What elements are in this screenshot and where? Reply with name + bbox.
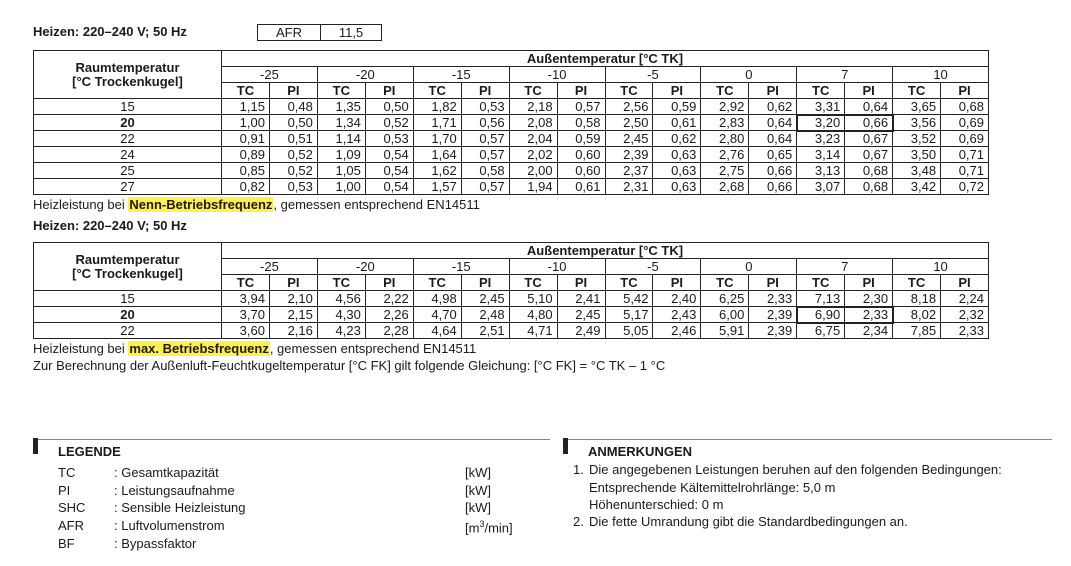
pi-value-cell: 0,59 bbox=[653, 99, 701, 115]
legend-desc: : Gesamtkapazität bbox=[114, 465, 219, 480]
pi-value-cell: 0,68 bbox=[941, 99, 989, 115]
tc-header: TC bbox=[701, 275, 749, 291]
tc-value-cell: 2,83 bbox=[701, 115, 749, 131]
tc-value-cell: 7,85 bbox=[893, 323, 941, 339]
legend-unit: [kW] bbox=[465, 500, 491, 516]
outdoor-temp-0: -25 bbox=[222, 259, 318, 275]
tc-header: TC bbox=[605, 275, 653, 291]
tc-value-cell: 1,15 bbox=[222, 99, 270, 115]
room-temp-cell: 22 bbox=[34, 323, 222, 339]
legend-unit-main: [m bbox=[465, 520, 480, 536]
tc-header: TC bbox=[317, 275, 365, 291]
capacity-table-max bbox=[33, 242, 989, 339]
tc-value-cell: 2,18 bbox=[509, 99, 557, 115]
tc-value-cell: 2,75 bbox=[701, 163, 749, 179]
tc-value-cell: 2,31 bbox=[605, 179, 653, 195]
note-2-number: 2. bbox=[573, 514, 584, 529]
pi-value-cell: 0,53 bbox=[365, 131, 413, 147]
pi-value-cell: 0,48 bbox=[269, 99, 317, 115]
outdoor-temp-4: -5 bbox=[605, 67, 701, 83]
pi-header: PI bbox=[461, 83, 509, 99]
table-row bbox=[34, 99, 989, 115]
legend-abbr: TC bbox=[58, 465, 76, 480]
pi-value-cell: 2,15 bbox=[269, 307, 317, 323]
legend-marker bbox=[33, 438, 38, 454]
pi-value-cell: 2,39 bbox=[749, 307, 797, 323]
pi-header: PI bbox=[845, 275, 893, 291]
note-1-line1: Die angegebenen Leistungen beruhen auf den folgenden Bedingungen: bbox=[589, 462, 1002, 477]
pi-value-cell: 2,51 bbox=[461, 323, 509, 339]
tc-value-cell: 2,39 bbox=[605, 147, 653, 163]
tc-value-cell: 0,85 bbox=[222, 163, 270, 179]
pi-value-cell: 0,57 bbox=[557, 99, 605, 115]
pi-value-cell: 0,58 bbox=[557, 115, 605, 131]
pi-value-cell: 2,28 bbox=[365, 323, 413, 339]
pi-header: PI bbox=[749, 83, 797, 99]
pi-value-cell: 2,46 bbox=[653, 323, 701, 339]
table-row bbox=[34, 307, 989, 323]
pi-value-cell: 0,71 bbox=[941, 147, 989, 163]
pi-value-cell: 0,57 bbox=[461, 147, 509, 163]
tc-header: TC bbox=[797, 275, 845, 291]
room-temp-cell: 22 bbox=[34, 131, 222, 147]
footnote-nominal bbox=[33, 197, 480, 212]
pi-value-cell: 0,56 bbox=[461, 115, 509, 131]
pi-header: PI bbox=[461, 275, 509, 291]
tc-value-cell: 8,18 bbox=[893, 291, 941, 307]
tc-value-cell: 3,60 bbox=[222, 323, 270, 339]
tc-header: TC bbox=[222, 83, 270, 99]
pi-value-cell: 0,64 bbox=[749, 131, 797, 147]
tc-value-cell: 7,13 bbox=[797, 291, 845, 307]
pi-header: PI bbox=[269, 83, 317, 99]
tc-value-cell: 4,71 bbox=[509, 323, 557, 339]
room-temp-cell: 27 bbox=[34, 179, 222, 195]
tc-value-cell: 1,62 bbox=[413, 163, 461, 179]
pi-value-cell: 0,52 bbox=[365, 115, 413, 131]
outdoor-temp-6: 7 bbox=[797, 259, 893, 275]
tc-value-cell: 8,02 bbox=[893, 307, 941, 323]
pi-value-cell: 2,16 bbox=[269, 323, 317, 339]
pi-header: PI bbox=[365, 83, 413, 99]
tc-value-cell: 1,00 bbox=[317, 179, 365, 195]
pi-value-cell: 0,54 bbox=[365, 179, 413, 195]
outdoor-temp-1: -20 bbox=[317, 67, 413, 83]
pi-value-cell: 2,32 bbox=[941, 307, 989, 323]
outdoor-temp-1: -20 bbox=[317, 259, 413, 275]
pi-header: PI bbox=[941, 275, 989, 291]
tc-value-cell: 4,98 bbox=[413, 291, 461, 307]
pi-value-cell: 2,43 bbox=[653, 307, 701, 323]
tc-value-cell: 1,14 bbox=[317, 131, 365, 147]
room-temp-cell: 25 bbox=[34, 163, 222, 179]
room-temp-cell: 24 bbox=[34, 147, 222, 163]
tc-value-cell: 2,56 bbox=[605, 99, 653, 115]
tc-value-cell: 2,80 bbox=[701, 131, 749, 147]
tc-value-cell: 2,02 bbox=[509, 147, 557, 163]
table-row bbox=[34, 323, 989, 339]
tc-value-cell: 3,07 bbox=[797, 179, 845, 195]
tc-value-cell: 1,71 bbox=[413, 115, 461, 131]
tc-header: TC bbox=[893, 83, 941, 99]
outdoor-temp-7: 10 bbox=[893, 67, 989, 83]
tc-value-cell: 6,75 bbox=[797, 323, 845, 339]
tc-header: TC bbox=[413, 275, 461, 291]
tc-header: TC bbox=[317, 83, 365, 99]
tc-header: TC bbox=[509, 275, 557, 291]
tc-value-cell: 6,00 bbox=[701, 307, 749, 323]
legend-abbr: BF bbox=[58, 535, 75, 551]
room-temp-cell: 20 bbox=[34, 115, 222, 131]
pi-value-cell: 0,57 bbox=[461, 131, 509, 147]
tc-value-cell: 3,48 bbox=[893, 163, 941, 179]
tc-value-cell: 5,05 bbox=[605, 323, 653, 339]
pi-value-cell: 2,22 bbox=[365, 291, 413, 307]
footnote-highlight: Nenn-Betriebsfrequenz bbox=[129, 197, 273, 212]
tc-value-cell: 4,70 bbox=[413, 307, 461, 323]
tc-value-cell: 3,31 bbox=[797, 99, 845, 115]
tc-header: TC bbox=[509, 83, 557, 99]
tc-value-cell: 1,94 bbox=[509, 179, 557, 195]
tc-value-cell: 1,09 bbox=[317, 147, 365, 163]
room-temp-header bbox=[34, 51, 222, 99]
pi-value-cell: 0,61 bbox=[653, 115, 701, 131]
note-1-line3: Höhenunterschied: 0 m bbox=[589, 497, 724, 512]
tc-value-cell: 1,34 bbox=[317, 115, 365, 131]
pi-value-cell: 0,64 bbox=[749, 115, 797, 131]
pi-header: PI bbox=[653, 83, 701, 99]
footnote-suffix: , gemessen entsprechend EN14511 bbox=[269, 341, 477, 356]
pi-value-cell: 2,48 bbox=[461, 307, 509, 323]
table-row bbox=[34, 179, 989, 195]
pi-value-cell: 0,63 bbox=[653, 163, 701, 179]
tc-header: TC bbox=[701, 83, 749, 99]
tc-value-cell: 6,90 bbox=[797, 307, 845, 323]
section1-title: Heizen: 220–240 V; 50 Hz bbox=[33, 24, 187, 39]
note-1-line2: Entsprechende Kältemittelrohrlänge: 5,0 m bbox=[589, 480, 836, 495]
tc-value-cell: 4,56 bbox=[317, 291, 365, 307]
pi-value-cell: 2,41 bbox=[557, 291, 605, 307]
pi-value-cell: 0,62 bbox=[653, 131, 701, 147]
tc-value-cell: 3,65 bbox=[893, 99, 941, 115]
tc-value-cell: 3,56 bbox=[893, 115, 941, 131]
tc-header: TC bbox=[797, 83, 845, 99]
legend-desc: : Sensible Heizleistung bbox=[114, 500, 246, 516]
afr-box bbox=[257, 24, 382, 41]
footnote-suffix: , gemessen entsprechend EN14511 bbox=[273, 197, 480, 212]
legend-abbr: PI bbox=[58, 482, 71, 498]
pi-value-cell: 0,53 bbox=[461, 99, 509, 115]
afr-label: AFR bbox=[258, 25, 321, 41]
pi-value-cell: 0,67 bbox=[845, 131, 893, 147]
tc-value-cell: 5,17 bbox=[605, 307, 653, 323]
tc-value-cell: 3,50 bbox=[893, 147, 941, 163]
pi-value-cell: 0,69 bbox=[941, 131, 989, 147]
legend-desc: : Luftvolumenstrom bbox=[114, 518, 225, 534]
pi-value-cell: 0,60 bbox=[557, 147, 605, 163]
pi-value-cell: 0,66 bbox=[749, 163, 797, 179]
pi-value-cell: 2,33 bbox=[941, 323, 989, 339]
legend-desc: : Bypassfaktor bbox=[114, 535, 197, 551]
tc-value-cell: 1,57 bbox=[413, 179, 461, 195]
pi-value-cell: 0,68 bbox=[845, 163, 893, 179]
tc-value-cell: 5,42 bbox=[605, 291, 653, 307]
pi-header: PI bbox=[365, 275, 413, 291]
pi-header: PI bbox=[653, 275, 701, 291]
pi-value-cell: 2,33 bbox=[845, 307, 893, 323]
legend-unit: [kW] bbox=[465, 465, 491, 480]
pi-value-cell: 0,66 bbox=[749, 179, 797, 195]
outdoor-temp-6: 7 bbox=[797, 67, 893, 83]
pi-header: PI bbox=[557, 275, 605, 291]
tc-value-cell: 1,05 bbox=[317, 163, 365, 179]
tc-value-cell: 3,20 bbox=[797, 115, 845, 131]
table-row bbox=[34, 131, 989, 147]
table-row bbox=[34, 147, 989, 163]
pi-value-cell: 0,69 bbox=[941, 115, 989, 131]
tc-value-cell: 1,35 bbox=[317, 99, 365, 115]
tc-value-cell: 4,64 bbox=[413, 323, 461, 339]
pi-header: PI bbox=[557, 83, 605, 99]
footnote-highlight: max. Betriebsfrequenz bbox=[129, 341, 269, 356]
pi-value-cell: 0,71 bbox=[941, 163, 989, 179]
tc-value-cell: 3,42 bbox=[893, 179, 941, 195]
pi-value-cell: 2,40 bbox=[653, 291, 701, 307]
pi-value-cell: 2,45 bbox=[461, 291, 509, 307]
pi-value-cell: 0,65 bbox=[749, 147, 797, 163]
pi-value-cell: 0,62 bbox=[749, 99, 797, 115]
legend-unit: [kW] bbox=[465, 482, 491, 498]
tc-value-cell: 4,30 bbox=[317, 307, 365, 323]
tc-value-cell: 4,23 bbox=[317, 323, 365, 339]
tc-value-cell: 3,13 bbox=[797, 163, 845, 179]
room-temp-cell: 20 bbox=[34, 307, 222, 323]
tc-value-cell: 1,00 bbox=[222, 115, 270, 131]
pi-value-cell: 2,33 bbox=[749, 291, 797, 307]
room-temp-header-line2: [°C Trockenkugel] bbox=[72, 73, 183, 89]
outdoor-temp-5: 0 bbox=[701, 259, 797, 275]
footnote-prefix: Heizleistung bei bbox=[33, 197, 129, 212]
footnote-prefix: Heizleistung bei bbox=[33, 341, 129, 356]
outdoor-temp-2: -15 bbox=[413, 67, 509, 83]
room-temp-header-line1: Raumtemperatur bbox=[75, 59, 180, 75]
outdoor-temp-header: Außentemperatur [°C TK] bbox=[222, 51, 989, 67]
tc-value-cell: 2,76 bbox=[701, 147, 749, 163]
pi-header: PI bbox=[845, 83, 893, 99]
tc-header: TC bbox=[222, 275, 270, 291]
pi-header: PI bbox=[269, 275, 317, 291]
tc-value-cell: 2,45 bbox=[605, 131, 653, 147]
pi-value-cell: 0,52 bbox=[269, 163, 317, 179]
room-temp-header-line2: [°C Trockenkugel] bbox=[72, 265, 183, 281]
room-temp-header-line1: Raumtemperatur bbox=[75, 251, 180, 267]
outdoor-temp-header: Außentemperatur [°C TK] bbox=[222, 243, 989, 259]
tc-value-cell: 4,80 bbox=[509, 307, 557, 323]
legend-title: LEGENDE bbox=[58, 444, 121, 459]
legend-abbr: AFR bbox=[58, 518, 84, 534]
notes-marker bbox=[563, 438, 568, 454]
pi-value-cell: 0,57 bbox=[461, 179, 509, 195]
pi-value-cell: 0,61 bbox=[557, 179, 605, 195]
pi-value-cell: 0,66 bbox=[845, 115, 893, 131]
pi-value-cell: 2,10 bbox=[269, 291, 317, 307]
tc-value-cell: 1,82 bbox=[413, 99, 461, 115]
tc-header: TC bbox=[413, 83, 461, 99]
tc-value-cell: 3,70 bbox=[222, 307, 270, 323]
note-1-number: 1. bbox=[573, 462, 584, 477]
pi-header: PI bbox=[941, 83, 989, 99]
room-temp-cell: 15 bbox=[34, 99, 222, 115]
legend-divider bbox=[38, 439, 550, 440]
afr-value: 11,5 bbox=[321, 25, 382, 41]
table-row bbox=[34, 163, 989, 179]
pi-value-cell: 2,26 bbox=[365, 307, 413, 323]
pi-value-cell: 2,39 bbox=[749, 323, 797, 339]
tc-value-cell: 1,64 bbox=[413, 147, 461, 163]
tc-value-cell: 2,08 bbox=[509, 115, 557, 131]
pi-value-cell: 0,68 bbox=[845, 179, 893, 195]
outdoor-temp-0: -25 bbox=[222, 67, 318, 83]
tc-value-cell: 1,70 bbox=[413, 131, 461, 147]
table-row bbox=[34, 291, 989, 307]
pi-value-cell: 2,45 bbox=[557, 307, 605, 323]
pi-value-cell: 2,49 bbox=[557, 323, 605, 339]
tc-value-cell: 0,91 bbox=[222, 131, 270, 147]
tc-value-cell: 2,04 bbox=[509, 131, 557, 147]
legend-unit bbox=[465, 519, 513, 535]
pi-value-cell: 0,51 bbox=[269, 131, 317, 147]
tc-value-cell: 2,50 bbox=[605, 115, 653, 131]
note-2-line1: Die fette Umrandung gibt die Standardbedingungen an. bbox=[589, 514, 908, 529]
legend-desc: : Leistungsaufnahme bbox=[114, 482, 235, 498]
legend-abbr: SHC bbox=[58, 500, 86, 516]
legend-unit-sup: 3 bbox=[479, 519, 485, 530]
pi-value-cell: 0,59 bbox=[557, 131, 605, 147]
outdoor-temp-7: 10 bbox=[893, 259, 989, 275]
tc-value-cell: 0,82 bbox=[222, 179, 270, 195]
tc-value-cell: 3,14 bbox=[797, 147, 845, 163]
tc-value-cell: 2,68 bbox=[701, 179, 749, 195]
outdoor-temp-2: -15 bbox=[413, 259, 509, 275]
outdoor-temp-5: 0 bbox=[701, 67, 797, 83]
tc-header: TC bbox=[605, 83, 653, 99]
tc-value-cell: 5,10 bbox=[509, 291, 557, 307]
section2-title: Heizen: 220–240 V; 50 Hz bbox=[33, 218, 187, 233]
footnote-max bbox=[33, 341, 476, 356]
pi-value-cell: 0,64 bbox=[845, 99, 893, 115]
pi-value-cell: 0,67 bbox=[845, 147, 893, 163]
tc-value-cell: 6,25 bbox=[701, 291, 749, 307]
tc-value-cell: 3,52 bbox=[893, 131, 941, 147]
outdoor-temp-3: -10 bbox=[509, 259, 605, 275]
tc-header: TC bbox=[893, 275, 941, 291]
tc-value-cell: 3,23 bbox=[797, 131, 845, 147]
pi-header: PI bbox=[749, 275, 797, 291]
pi-value-cell: 0,58 bbox=[461, 163, 509, 179]
pi-value-cell: 2,24 bbox=[941, 291, 989, 307]
pi-value-cell: 0,63 bbox=[653, 179, 701, 195]
room-temp-header bbox=[34, 243, 222, 291]
notes-title: ANMERKUNGEN bbox=[588, 444, 692, 459]
outdoor-temp-3: -10 bbox=[509, 67, 605, 83]
tc-value-cell: 2,92 bbox=[701, 99, 749, 115]
pi-value-cell: 0,53 bbox=[269, 179, 317, 195]
pi-value-cell: 2,34 bbox=[845, 323, 893, 339]
tc-value-cell: 3,94 bbox=[222, 291, 270, 307]
pi-value-cell: 0,50 bbox=[365, 99, 413, 115]
table-row bbox=[34, 115, 989, 131]
pi-value-cell: 0,54 bbox=[365, 147, 413, 163]
pi-value-cell: 0,60 bbox=[557, 163, 605, 179]
outdoor-temp-4: -5 bbox=[605, 259, 701, 275]
tc-value-cell: 2,00 bbox=[509, 163, 557, 179]
pi-value-cell: 0,63 bbox=[653, 147, 701, 163]
pi-value-cell: 0,52 bbox=[269, 147, 317, 163]
pi-value-cell: 2,30 bbox=[845, 291, 893, 307]
tc-value-cell: 2,37 bbox=[605, 163, 653, 179]
notes-divider bbox=[568, 439, 1052, 440]
tc-value-cell: 0,89 bbox=[222, 147, 270, 163]
pi-value-cell: 0,50 bbox=[269, 115, 317, 131]
pi-value-cell: 0,54 bbox=[365, 163, 413, 179]
room-temp-cell: 15 bbox=[34, 291, 222, 307]
formula-note: Zur Berechnung der Außenluft-Feuchtkugeltemperatur [°C FK] gilt folgende Gleichung: [°C FK] = °C TK – 1 °C bbox=[33, 358, 666, 373]
legend-unit-tail: /min] bbox=[484, 520, 513, 536]
capacity-table-nominal bbox=[33, 50, 989, 195]
pi-value-cell: 0,72 bbox=[941, 179, 989, 195]
tc-value-cell: 5,91 bbox=[701, 323, 749, 339]
